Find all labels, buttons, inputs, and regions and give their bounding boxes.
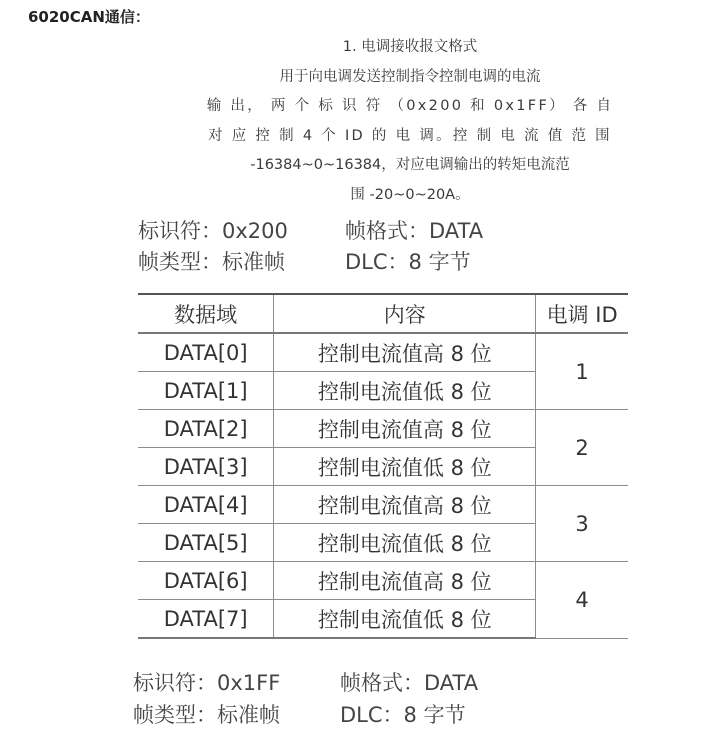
cell-field: DATA[2]	[138, 410, 274, 448]
frame1-dlc: DLC：8 字节	[345, 250, 471, 274]
cell-field: DATA[1]	[138, 372, 274, 410]
header-esc-id: 电调 ID	[536, 294, 628, 333]
header-data-field: 数据域	[138, 294, 274, 333]
cell-content: 控制电流值高 8 位	[274, 486, 536, 524]
table-row	[138, 486, 628, 524]
cell-content: 控制电流值高 8 位	[274, 562, 536, 600]
data-field-table	[138, 293, 628, 639]
intro-line: 用于向电调发送控制指令控制电调的电流	[279, 68, 541, 85]
frame2-format: 帧格式：DATA	[340, 671, 479, 695]
cell-content: 控制电流值低 8 位	[274, 448, 536, 486]
intro-line: 对 应 控 制 4 个 ID 的 电 调。控 制 电 流 值 范 围	[207, 127, 612, 144]
frame1-type: 帧类型：标准帧	[138, 250, 285, 274]
cell-content: 控制电流值低 8 位	[274, 372, 536, 410]
frame2-dlc: DLC：8 字节	[340, 703, 466, 727]
cell-content: 控制电流值低 8 位	[274, 600, 536, 639]
frame1-identifier: 标识符：0x200	[138, 219, 288, 243]
table-row	[138, 333, 628, 372]
intro-line: 围 -20~0~20A。	[350, 186, 470, 203]
cell-content: 控制电流值高 8 位	[274, 410, 536, 448]
cell-field: DATA[7]	[138, 600, 274, 639]
cell-field: DATA[6]	[138, 562, 274, 600]
header-content: 内容	[274, 294, 536, 333]
intro-line: 输 出， 两 个 标 识 符 （0x200 和 0x1FF） 各 自	[206, 98, 614, 114]
cell-esc-id: 3	[536, 486, 628, 562]
intro-line: 1. 电调接收报文格式	[342, 39, 478, 55]
intro-line: -16384~0~16384，对应电调输出的转矩电流范	[250, 157, 570, 173]
table-header-row	[138, 294, 628, 333]
cell-field: DATA[3]	[138, 448, 274, 486]
cell-field: DATA[4]	[138, 486, 274, 524]
cell-field: DATA[5]	[138, 524, 274, 562]
table-row	[138, 562, 628, 600]
table-row	[138, 410, 628, 448]
cell-esc-id: 4	[536, 562, 628, 639]
intro-paragraph	[190, 33, 630, 210]
cell-esc-id: 2	[536, 410, 628, 486]
section-heading: 6020CAN通信：	[28, 8, 150, 26]
frame2-type: 帧类型：标准帧	[133, 703, 280, 727]
frame2-identifier: 标识符：0x1FF	[133, 671, 281, 695]
cell-field: DATA[0]	[138, 333, 274, 372]
cell-esc-id: 1	[536, 333, 628, 410]
cell-content: 控制电流值高 8 位	[274, 333, 536, 372]
cell-content: 控制电流值低 8 位	[274, 524, 536, 562]
frame1-format: 帧格式：DATA	[345, 219, 484, 243]
